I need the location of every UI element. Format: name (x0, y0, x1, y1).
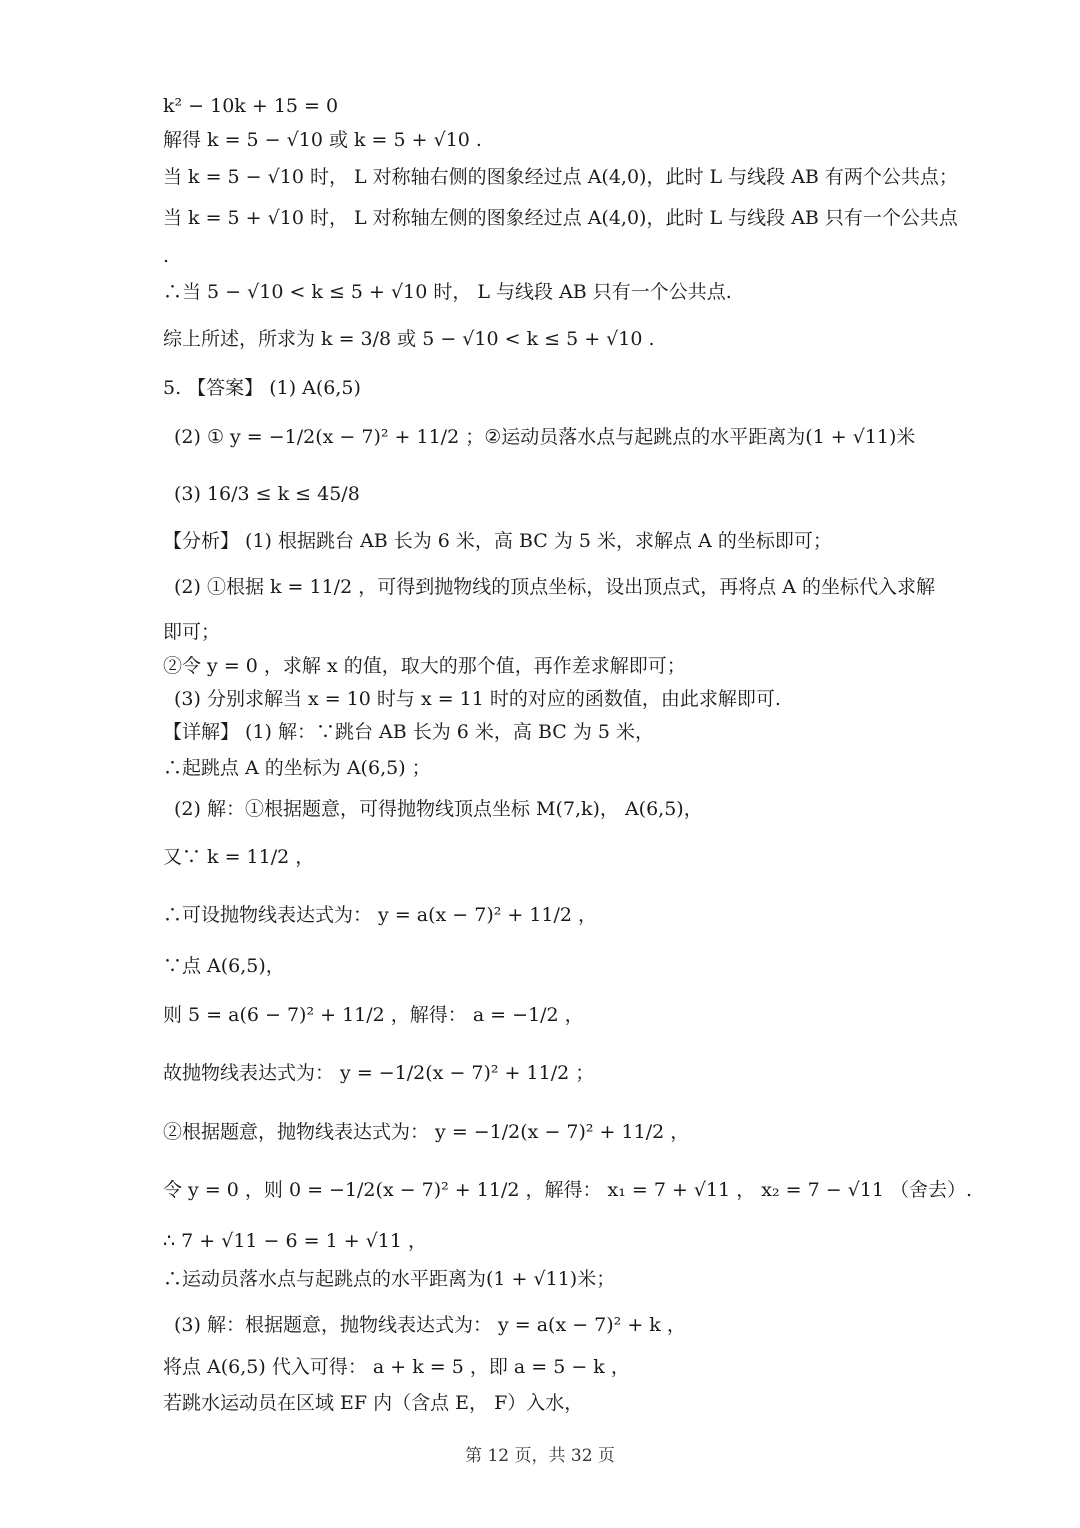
detail-heading: 【详解】 (1) 解：∵跳台 AB 长为 6 米，高 BC 为 5 米， (163, 721, 655, 743)
text-line: ∵点 A(6,5)， (163, 955, 285, 977)
text-line: (3) 分别求解当 x = 10 时与 x = 11 时的对应的函数值，由此求解即可. (174, 688, 781, 710)
text-line: 综上所述，所求为 k = 3/8 或 5 − √10 < k ≤ 5 + √10 . (163, 328, 655, 350)
text-line: 令 y = 0 ，则 0 = −1/2(x − 7)² + 11/2 ，解得： x₁ = 7 + √11 ， x₂ = 7 − √11 （舍去）. (163, 1179, 973, 1201)
text-line: (3) 16/3 ≤ k ≤ 45/8 (174, 483, 360, 505)
answer-heading: 5. 【答案】 (1) A(6,5) (163, 377, 361, 399)
text-line: . (163, 245, 170, 267)
text-line: 当 k = 5 − √10 时， L 对称轴右侧的图象经过点 A(4,0)，此时 L 与线段 AB 有两个公共点； (163, 166, 958, 188)
text-line: 又∵ k = 11/2 ， (163, 846, 315, 868)
text-line: ∴起跳点 A 的坐标为 A(6,5) ； (163, 757, 431, 779)
text-line: ∴ 7 + √11 − 6 = 1 + √11 ， (163, 1230, 427, 1252)
text-line: ∴可设抛物线表达式为： y = a(x − 7)² + 11/2 ， (163, 904, 598, 926)
text-line: (2) ①根据 k = 11/2 ，可得到抛物线的顶点坐标，设出顶点式，再将点 A 的坐标代入求解 (174, 576, 936, 598)
text-line: 解得 k = 5 − √10 或 k = 5 + √10 . (163, 129, 482, 151)
text-line: ②根据题意，抛物线表达式为： y = −1/2(x − 7)² + 11/2 ， (163, 1121, 690, 1143)
text-line: (3) 解：根据题意，抛物线表达式为： y = a(x − 7)² + k ， (174, 1314, 686, 1336)
text-line: ②令 y = 0 ，求解 x 的值，取大的那个值，再作差求解即可； (163, 655, 686, 677)
text-line: 即可； (163, 621, 221, 643)
text-line: (2) 解：①根据题意，可得抛物线顶点坐标 M(7,k)， A(6,5)， (174, 798, 703, 820)
text-line: 当 k = 5 + √10 时， L 对称轴左侧的图象经过点 A(4,0)，此时 L 与线段 AB 只有一个公共点 (163, 207, 958, 229)
analysis-heading: 【分析】 (1) 根据跳台 AB 长为 6 米，高 BC 为 5 米，求解点 A 的坐标即可； (163, 530, 832, 552)
text-line: ∴运动员落水点与起跳点的水平距离为(1 + √11)米； (163, 1268, 616, 1290)
text-line: k² − 10k + 15 = 0 (163, 95, 339, 117)
text-line: 若跳水运动员在区域 EF 内（含点 E， F）入水， (163, 1392, 584, 1414)
text-line: ∴当 5 − √10 < k ≤ 5 + √10 时， L 与线段 AB 只有一个公共点. (163, 281, 732, 303)
text-line: 则 5 = a(6 − 7)² + 11/2 ，解得： a = −1/2 ， (163, 1004, 584, 1026)
text-line: 将点 A(6,5) 代入可得： a + k = 5 ，即 a = 5 − k ， (163, 1356, 630, 1378)
text-line: (2) ① y = −1/2(x − 7)² + 11/2 ；②运动员落水点与起跳点的水平距离为(1 + √11)米 (174, 426, 916, 448)
page-footer: 第 12 页，共 32 页 (465, 1446, 615, 1466)
text-line: 故抛物线表达式为： y = −1/2(x − 7)² + 11/2 ； (163, 1062, 595, 1084)
